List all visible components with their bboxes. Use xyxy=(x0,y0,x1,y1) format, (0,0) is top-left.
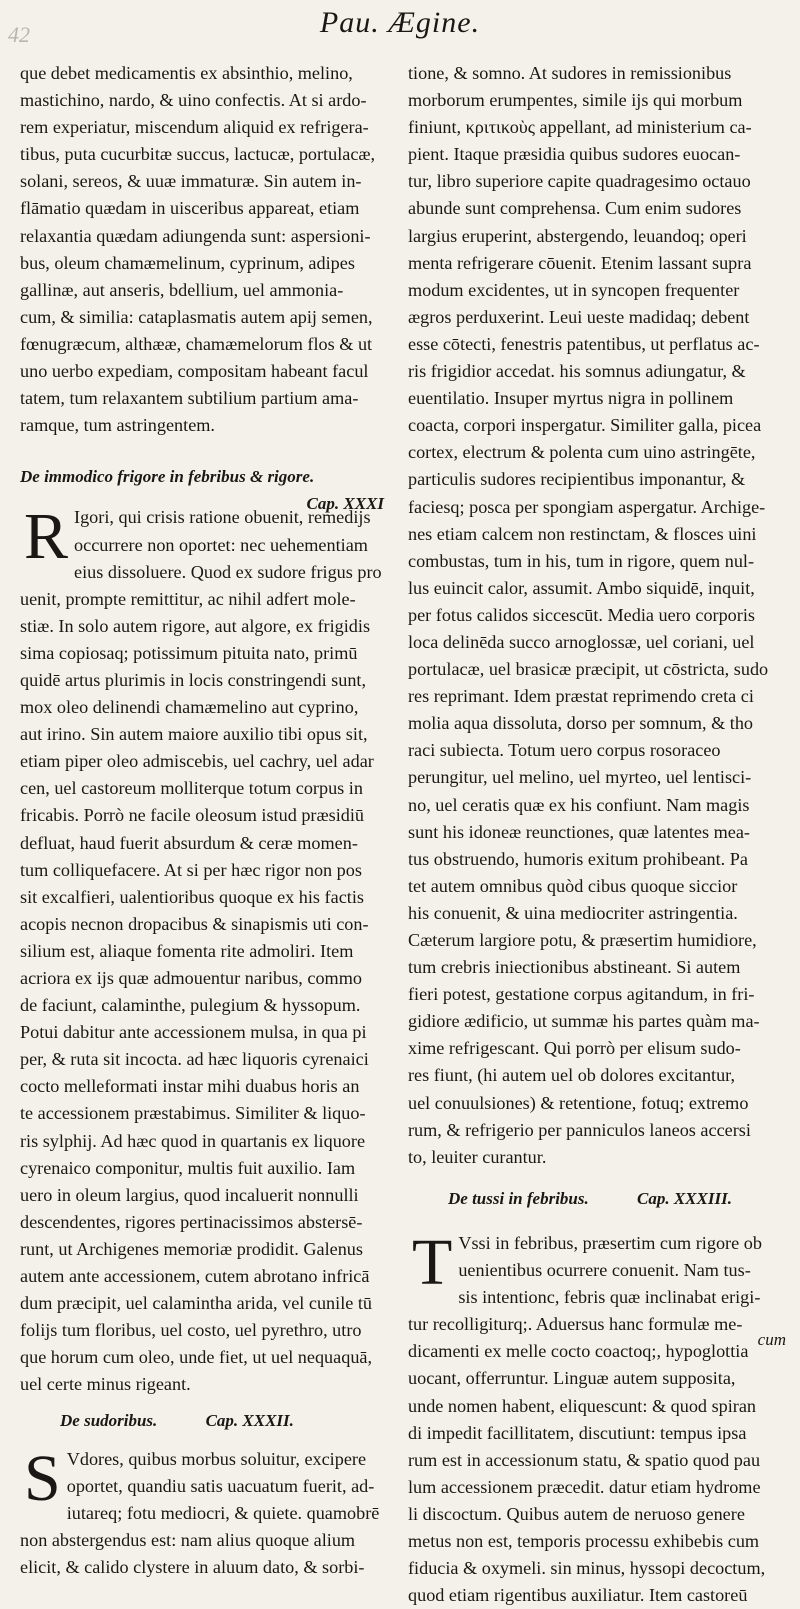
text-line: dicamenti ex melle cocto coactoq;, hypoglottia xyxy=(408,1341,749,1362)
text-line: raci subiecta. Totum uero corpus rosoraceo xyxy=(408,740,721,761)
text-line: uenit, prompte remittitur, ac nihil adfert mole- xyxy=(20,588,356,609)
text-line: lus euincit calor, assumit. Ambo siquidē, inquit, xyxy=(408,577,755,598)
text-line: rum est in accessionum statu, & spatio quod pau xyxy=(408,1449,761,1470)
text-line: tatem, tum relaxantem subtilium partium ama- xyxy=(20,388,359,409)
chapter-31-heading xyxy=(20,463,388,514)
text-line: Igori, qui crisis ratione obuenit, remedijs xyxy=(74,507,371,528)
text-line: uero in oleum largius, quod incaluerit nonnulli xyxy=(20,1184,359,1205)
text-line: tur recolligiturq;. Aduersus hanc formulæ me- xyxy=(408,1314,743,1335)
text-line: uenientibus ocurrere conuenit. Nam tus- xyxy=(458,1260,751,1281)
text-line: per, & ruta sit incocta. ad hæc liquoris cyrenaici xyxy=(20,1049,369,1070)
chapter-32-heading xyxy=(20,1407,388,1434)
right-text-block xyxy=(408,60,776,1171)
text-line: ris sylphij. Ad hæc quod in quartanis ex liquore xyxy=(20,1130,366,1151)
text-line: ramque, tum astringentem. xyxy=(20,415,215,436)
text-line: rum, & refrigerio per panniculos laneos accersi xyxy=(408,1119,751,1140)
chapter-33-title: De tussi in febribus. xyxy=(448,1188,589,1208)
text-line: quod etiam rigentibus auxiliatur. Item castoreū xyxy=(408,1585,748,1606)
text-line: Vdores, quibus morbus soluitur, excipere xyxy=(66,1448,367,1469)
text-line: faciesq; posca per spongiam aspergatur. Archige- xyxy=(408,496,766,517)
text-line: fiducia & oxymeli. sin minus, hyssopi decoctum, xyxy=(408,1558,766,1579)
dropcap-t: T xyxy=(412,1225,453,1299)
text-line: iutareq; fotu mediocri, & quiete. quamobrē xyxy=(66,1502,380,1523)
text-line: tibus, puta cucurbitæ succus, lactucæ, portulacæ, xyxy=(20,144,376,165)
text-line: sit excalfieri, ualentioribus quoque ex his factis xyxy=(20,886,364,907)
text-line: largius eruperint, abstergendo, leuandoq; operi xyxy=(408,225,747,246)
text-line: stiæ. In solo autem rigore, aut algore, ex frigidis xyxy=(20,615,371,636)
chapter-32-number: Cap. XXXII. xyxy=(205,1410,294,1430)
text-line: Cæterum largiore potu, & præsertim humidiore, xyxy=(408,930,757,950)
text-line: tur, libro superiore capite quadragesimo octauo xyxy=(408,171,751,192)
text-line: molia aqua dissoluta, dorso per somnum, & tho xyxy=(408,713,754,734)
text-line: uocant, offerruntur. Linguæ autem supposita, xyxy=(408,1368,736,1389)
text-line: defluat, haud fuerit absurdum & ceræ momen- xyxy=(20,832,358,853)
text-line: combustas, tum in his, tum in rigore, quem nul- xyxy=(408,550,755,571)
text-line: sunt his idoneæ reunctiones, quæ latentes mea- xyxy=(408,821,750,842)
text-line: quidē artus plurimis in locis constringendi sunt, xyxy=(20,669,367,690)
text-line: pient. Itaque præsidia quibus sudores euocan- xyxy=(408,144,741,165)
text-line: cyrenaico componitur, multis fuit auxilio. Iam xyxy=(20,1157,356,1178)
text-line: tet autem omnibus quòd cibus quoque siccior xyxy=(408,875,738,896)
chapter-33-paragraph xyxy=(408,1225,776,1609)
text-line: his conuenit, & uina mediocriter astringentia. xyxy=(408,902,738,923)
text-line: finiunt, κριτικοὺς appellant, ad ministerium ca- xyxy=(408,117,752,138)
text-line: gallinæ, aut anseris, bdellium, uel ammonia- xyxy=(20,279,344,300)
chapter-33-heading xyxy=(408,1185,776,1212)
chapter-31-title: De immodico frigore in febribus & rigore. xyxy=(20,467,315,487)
text-line: metus non est, temporis processu exhibebis cum xyxy=(408,1530,760,1551)
text-line: Vssi in febribus, præsertim cum rigore ob xyxy=(458,1232,762,1253)
text-line: relaxantia quædam adiungenda sunt: aspersioni- xyxy=(20,225,371,246)
text-line: autem ante accessionem, cutem abrotano infricā xyxy=(20,1266,370,1287)
text-line: fieri potest, gestatione corpus agitandum, in fri- xyxy=(408,984,755,1005)
text-line: etiam piper oleo admiscebis, uel cachry, uel adar xyxy=(20,751,374,772)
text-line: no, uel ceratis quæ ex his confiunt. Nam magis xyxy=(408,794,750,815)
text-line: sima copiosaq; potissimum pituita nato, primū xyxy=(20,642,358,663)
text-line: occurrere non oportet: nec uehementiam xyxy=(74,534,368,555)
text-line: di impedit facillitatem, discutiunt: tempus ipsa xyxy=(408,1422,747,1443)
text-line: acopis necnon dropacibus & sinapismis uti con- xyxy=(20,913,369,934)
text-line: mastichino, nardo, & uino confectis. At si ardo- xyxy=(20,90,367,111)
text-line: sis intentionc, febris quæ inclinabat erigi- xyxy=(458,1287,761,1308)
text-line: abunde sunt comprehensa. Cum enim sudores xyxy=(408,198,742,219)
chapter-31-number: Cap. XXXI xyxy=(306,494,384,514)
text-line: euentilatio. Insuper myrtus nigra in pollinem xyxy=(408,388,734,409)
text-line: per fotus calidos siccescūt. Media uero corporis xyxy=(408,604,755,625)
text-line: tum crebris iniectionibus abstineant. Si autem xyxy=(408,957,741,978)
text-line: fricabis. Porrò ne facile oleosum istud præsidiū xyxy=(20,805,364,826)
text-line: gidiore ædificio, ut summæ his partes quàm ma- xyxy=(408,1011,760,1032)
text-line: particulis sudores recipientibus imponantur, & xyxy=(408,469,746,490)
text-line: xime refrigescant. Qui porrò per elisum sudo- xyxy=(408,1038,741,1059)
chapter-32-paragraph xyxy=(20,1441,388,1581)
page-number: 42 xyxy=(8,22,30,47)
text-line: uel conuulsiones) & retentione, fotuq; extremo xyxy=(408,1092,749,1113)
chapter-33-number: Cap. XXXIII. xyxy=(637,1188,732,1208)
text-line: modum excidentes, ut in syncopen frequenter xyxy=(408,279,740,300)
text-line: flāmatio quædam in uisceribus appareat, etiam xyxy=(20,198,360,219)
text-line: bus, oleum chamæmelinum, cyprinum, adipes xyxy=(20,252,355,273)
text-line: non abstergendus est: nam alius quoque alium xyxy=(20,1529,356,1550)
text-line: eius dissoluere. Quod ex sudore frigus pro xyxy=(74,561,382,582)
text-line: elicit, & calido clystere in aluum dato, & sorbi- xyxy=(20,1556,365,1577)
text-line: mox oleo delinendi chamæmelino aut cyprino, xyxy=(20,697,359,718)
text-line: tione, & somno. At sudores in remissionibus xyxy=(408,63,732,83)
text-line: loca delinēda succo arnoglossæ, uel coriani, uel xyxy=(408,631,755,652)
text-line: folijs tum floribus, uel costo, uel pyrethro, utro xyxy=(20,1320,362,1341)
text-line: de faciunt, calaminthe, pulegium & hyssopum. xyxy=(20,995,361,1016)
text-line: Potui dabitur ante accessionem mulsa, in qua pi xyxy=(20,1022,367,1043)
text-line: menta refrigerare cōuenit. Etenim lassant supra xyxy=(408,252,752,273)
text-line: cen, uel castoreum molliterque totum corpus in xyxy=(20,778,363,799)
text-line: li discoctum. Quibus autem de neruoso genere xyxy=(408,1503,745,1524)
text-line: cortex, electrum & polenta cum uino astringēte, xyxy=(408,442,756,463)
text-line: ægros perduxerint. Leui ueste madidaq; debent xyxy=(408,306,750,327)
text-line: cum, & similia: cataplasmatis autem apij semen, xyxy=(20,306,373,327)
text-line: tus obstruendo, humoris exitum prohibeant. Pa xyxy=(408,848,748,869)
text-line: silium est, aliaque fomenta rite admoliri. Item xyxy=(20,940,354,961)
text-line: que horum cum oleo, unde fiet, ut uel nequaquā, xyxy=(20,1347,373,1368)
text-line: res reprimant. Idem præstat reprimendo creta ci xyxy=(408,686,754,707)
text-line: acriora ex ijs quæ admouentur naribus, commo xyxy=(20,968,362,988)
text-line: ris frigidior accedat. his somnus adiungatur, & xyxy=(408,361,746,382)
text-line: portulacæ, uel brasicæ præcipit, ut cōstricta, sudo xyxy=(408,659,769,680)
text-line: res fiunt, (hi autem uel ob dolores excitantur, xyxy=(408,1065,736,1086)
right-column xyxy=(408,60,776,1609)
text-line: to, leuiter curantur. xyxy=(408,1146,547,1167)
text-line: uel certe minus rigeant. xyxy=(20,1374,191,1395)
text-line: te accessionem præstabimus. Similiter & liquo- xyxy=(20,1103,366,1124)
text-line: uno uerbo expediam, compositam habeant facul xyxy=(20,361,369,382)
text-line: perungitur, uel melino, uel myrteo, uel lentisci- xyxy=(408,767,752,788)
text-line: rem experiatur, miscendum aliquid ex refrigera- xyxy=(20,117,369,138)
text-line: nes etiam calcem non restinctam, & flosces uini xyxy=(408,523,757,544)
chapter-31-paragraph xyxy=(20,500,388,1398)
text-line: dum præcipit, uel calamintha arida, vel cunile tū xyxy=(20,1293,373,1314)
dropcap-s: S xyxy=(24,1441,61,1515)
text-line: unde nomen habent, eliquescunt: & quod spiran xyxy=(408,1395,757,1416)
text-line: coacta, corpori inspergatur. Similiter galla, picea xyxy=(408,415,762,436)
text-line: solani, sereos, & uuæ immaturæ. Sin autem in- xyxy=(20,171,362,192)
text-line: que debet medicamentis ex absinthio, melino, xyxy=(20,63,353,83)
left-text-block xyxy=(20,60,388,439)
text-line: descendentes, rigores pertinacissimos abstersē- xyxy=(20,1211,363,1232)
text-line: oportet, quandiu satis uacuatum fuerit, ad- xyxy=(66,1475,375,1496)
text-line: esse cōtecti, fenestris patentibus, ut perflatus ac- xyxy=(408,333,760,354)
left-column xyxy=(20,60,388,1581)
text-line: cocto melleformati instar mihi duabus horis an xyxy=(20,1076,360,1097)
catchword: cum xyxy=(757,1330,786,1349)
text-line: aut irino. Sin autem maiore auxilio tibi opus sit, xyxy=(20,724,368,745)
text-line: lum accessionem præcedit. datur etiam hydrome xyxy=(408,1476,761,1497)
text-line: tum colliquefacere. At si per hæc rigor non pos xyxy=(20,859,362,880)
running-head: Pau. Ægine. xyxy=(319,6,481,39)
text-line: runt, ut Archigenes memoriæ prodidit. Galenus xyxy=(20,1238,363,1259)
chapter-32-title: De sudoribus. xyxy=(60,1410,158,1430)
text-line: morborum erumpentes, simile ijs qui morbum xyxy=(408,90,743,111)
text-line: fœnugræcum, althææ, chamæmelorum flos & ut xyxy=(20,333,373,354)
dropcap-r: R xyxy=(24,500,69,574)
